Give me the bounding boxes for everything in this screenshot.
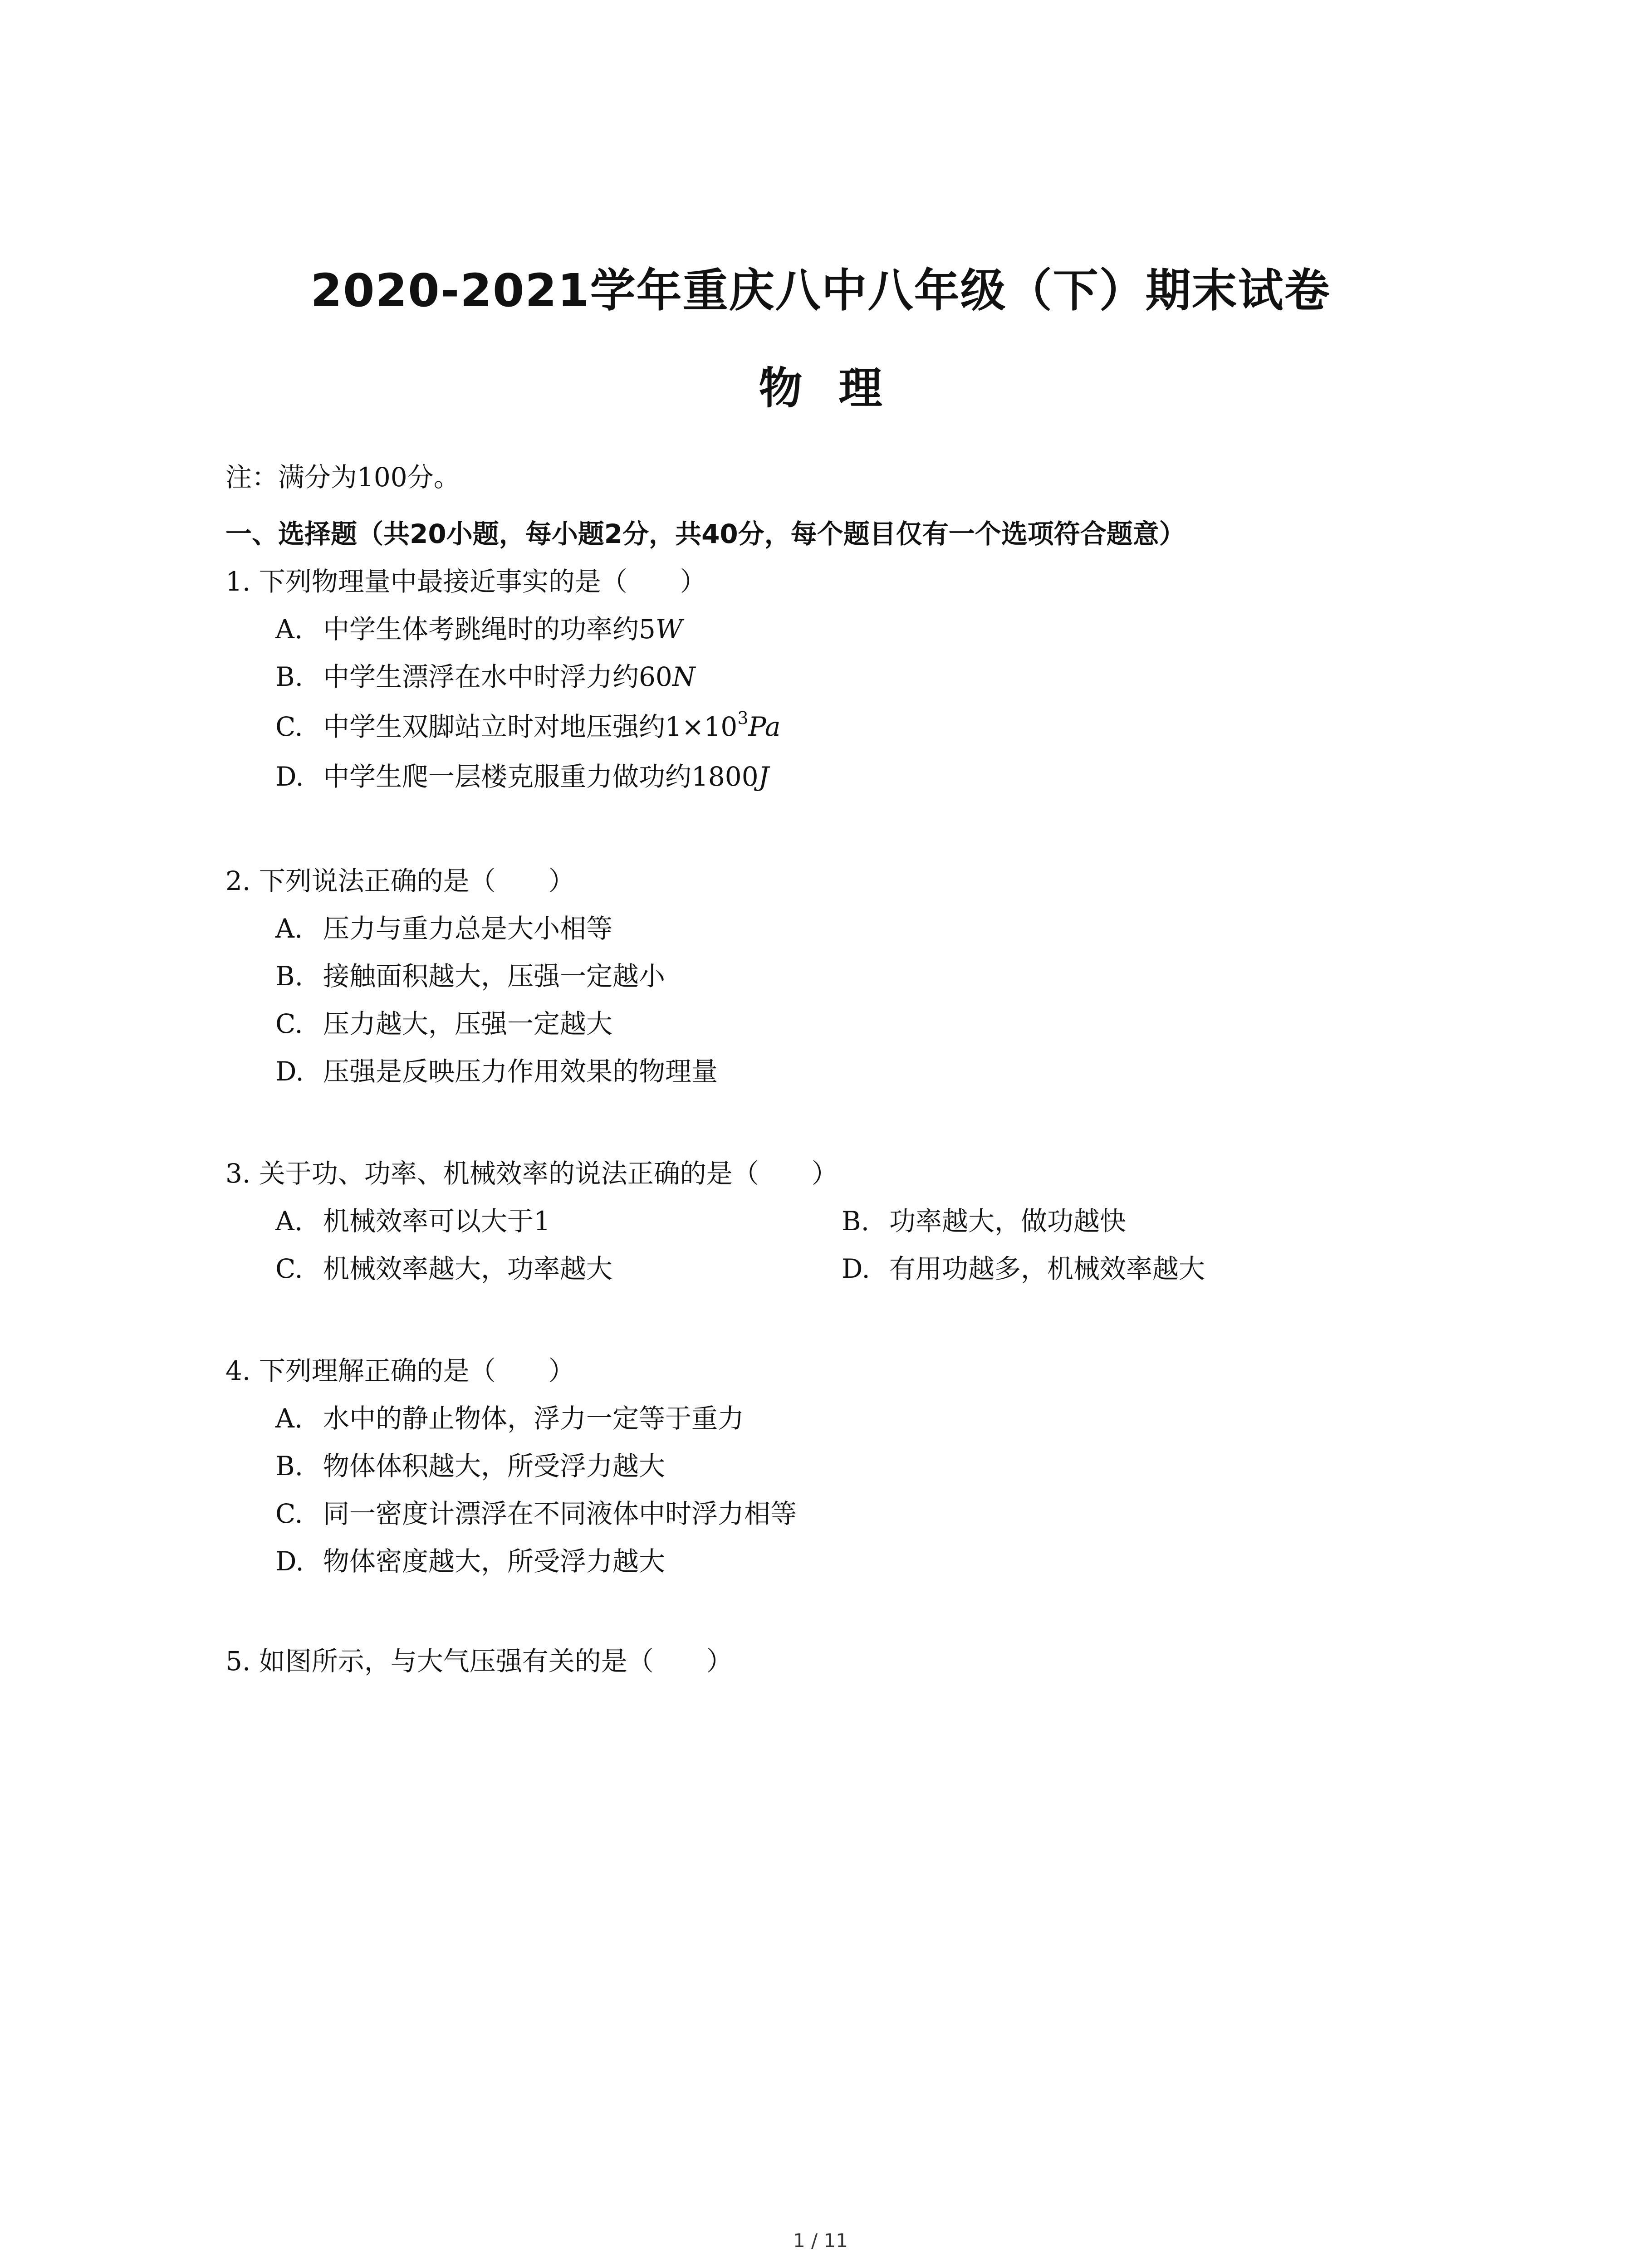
option-letter: B. [842, 1206, 870, 1237]
question-3-option-b [842, 1200, 1126, 1238]
option-letter: B. [275, 1451, 304, 1481]
question-2-option-a [275, 907, 612, 945]
option-text: 接触面积越大，压强一定越小 [323, 961, 666, 992]
unit-symbol: J [758, 761, 769, 792]
subject-title: 物理 [759, 363, 919, 414]
question-1-option-c [275, 705, 781, 743]
option-text: 物体密度越大，所受浮力越大 [323, 1546, 666, 1577]
option-text: 压强是反映压力作用效果的物理量 [323, 1056, 718, 1087]
question-1-option-b [275, 655, 696, 694]
question-1-stem: 1. 下列物理量中最接近事实的是（ ） [225, 566, 706, 597]
option-text: 机械效率可以大于1 [323, 1206, 550, 1237]
unit-symbol: Pa [748, 711, 781, 742]
question-4-option-a [275, 1397, 744, 1435]
question-3-stem: 3. 关于功、功率、机械效率的说法正确的是（ ） [225, 1158, 838, 1189]
exponent: 3 [737, 708, 749, 728]
option-text: 同一密度计漂浮在不同液体中时浮力相等 [323, 1498, 797, 1529]
option-text: 中学生双脚站立时对地压强约1×10 [323, 711, 738, 742]
option-letter: B. [275, 961, 304, 992]
question-4-option-b [275, 1445, 665, 1483]
question-2-stem: 2. 下列说法正确的是（ ） [225, 865, 575, 896]
option-letter: D. [275, 761, 304, 792]
option-letter: D. [275, 1546, 304, 1577]
option-letter: B. [275, 661, 304, 692]
option-letter: C. [275, 1008, 303, 1039]
option-letter: D. [842, 1253, 870, 1284]
option-letter: C. [275, 1253, 303, 1284]
question-2-option-c [275, 1002, 612, 1041]
option-letter: C. [275, 1498, 303, 1529]
option-text: 压力越大，压强一定越大 [323, 1008, 613, 1039]
question-5-stem: 5. 如图所示，与大气压强有关的是（ ） [225, 1646, 733, 1677]
question-4-stem: 4. 下列理解正确的是（ ） [225, 1355, 575, 1386]
option-text: 中学生爬一层楼克服重力做功约1800 [323, 761, 759, 792]
question-1-option-a [275, 608, 683, 646]
option-letter: C. [275, 711, 303, 742]
option-letter: A. [275, 1206, 303, 1237]
question-4-option-c [275, 1492, 797, 1530]
question-1-option-d [275, 755, 769, 793]
page-number: 1 / 11 [793, 2229, 848, 2252]
question-3-option-c [275, 1247, 612, 1286]
unit-symbol: W [655, 614, 683, 645]
question-3-option-d [842, 1247, 1205, 1286]
score-note: 注：满分为100分。 [225, 462, 460, 493]
unit-symbol: N [672, 661, 696, 692]
option-text: 功率越大，做功越快 [889, 1206, 1127, 1237]
exam-title: 2020-2021学年重庆八中八年级（下）期末试卷 [310, 264, 1331, 317]
option-text: 中学生漂浮在水中时浮力约60 [323, 661, 672, 692]
option-letter: A. [275, 614, 303, 645]
option-text: 压力与重力总是大小相等 [323, 913, 613, 944]
option-text: 机械效率越大，功率越大 [323, 1253, 613, 1284]
question-4-option-d [275, 1540, 665, 1578]
option-text: 中学生体考跳绳时的功率约5 [323, 614, 656, 645]
option-text: 物体体积越大，所受浮力越大 [323, 1451, 666, 1481]
question-2-option-d [275, 1050, 718, 1088]
question-3-option-a [275, 1200, 550, 1238]
option-letter: D. [275, 1056, 304, 1087]
section-heading: 一、选择题（共20小题，每小题2分，共40分，每个题目仅有一个选项符合题意） [225, 518, 1185, 549]
option-text: 有用功越多，机械效率越大 [889, 1253, 1205, 1284]
option-text: 水中的静止物体，浮力一定等于重力 [323, 1403, 745, 1434]
question-2-option-b [275, 955, 665, 993]
option-letter: A. [275, 913, 303, 944]
option-letter: A. [275, 1403, 303, 1434]
